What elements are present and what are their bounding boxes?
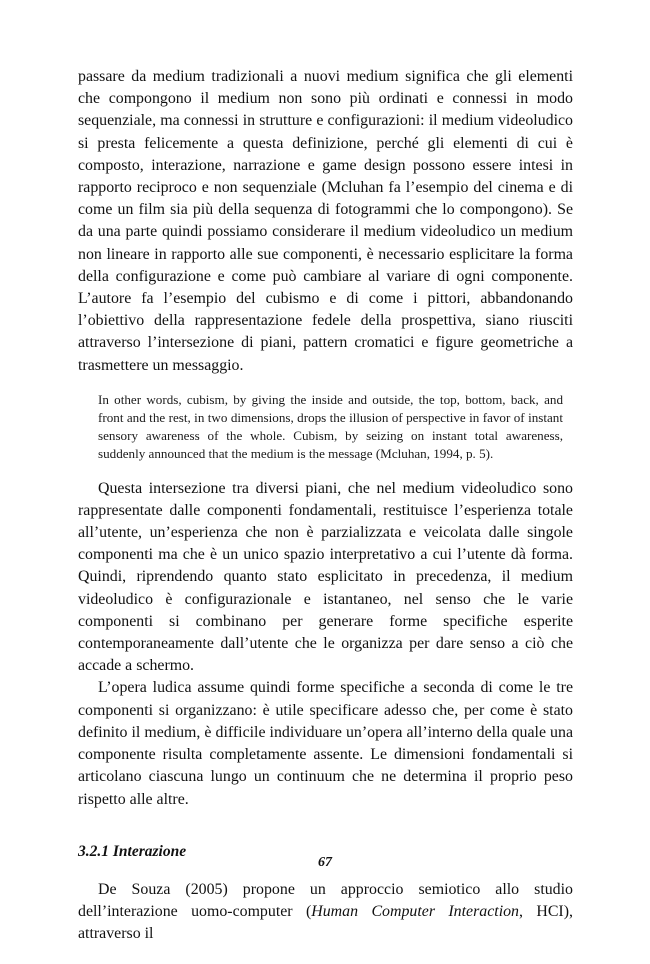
body-text-middle — [78, 478, 573, 811]
italic-term: Human Computer Interaction — [311, 902, 519, 920]
body-text-bottom — [78, 879, 573, 946]
body-text — [78, 66, 573, 377]
section-heading: 3.2.1 Interazione — [78, 842, 187, 860]
section-spacer — [78, 811, 573, 841]
page-number: 67 — [318, 855, 332, 870]
page-content — [78, 66, 573, 945]
paragraph-continued: passare da medium tradizionali a nuovi medium significa che gli elementi che compongono il medium non sono più ordinati e connessi in modo sequenziale, ma connessi in strutture e configurazioni: il medium videoludico si presta felicemente a questa definizione, perché gli elementi di cui è composto, interazione, narrazione e game design possono essere intesi in rapporto reciproco e non sequenziale (Mcluhan fa l’esempio del cinema e di come un film sia più della sequenza di fotogrammi che lo compongono). Se da una parte quindi possiamo considerare il medium videoludico un medium non lineare in rapporto alle sue componenti, è necessario esplicitare la forma della configurazione e come può cambiare al variare di ogni componente. L’autore fa l’esempio del cubismo e di come i pittori, abbandonando l’obiettivo della rappresentazione fedele della prospettiva, siano riusciti attraverso l’intersezione di piani, pattern cromatici e figure geometriche a trasmettere un messaggio. — [78, 68, 573, 374]
paragraph-text: De Souza (2005) propone un approccio semiotico allo studio dell’interazione uomo-computer ( — [78, 880, 573, 920]
paragraph: Questa intersezione tra diversi piani, che nel medium videoludico sono rappresentate dalle componenti fondamentali, restituisce l’esperienza totale all’utente, un’esperienza che non è parzializzata e veicolata dalle singole componenti ma che è un unico spazio interpretativo a cui l’utente dà forma. Quindi, riprendendo quanto stato esplicitato in precedenza, il medium videoludico è configurazionale e istantaneo, nel senso che le varie componenti si combinano per generare forme specifiche esperite contemporaneamente dall’utente che le organizza per dare senso a ciò che accade a schermo. — [78, 479, 573, 675]
paragraph-text-end: , HCI), attraverso il — [78, 902, 573, 943]
paragraph-last — [78, 879, 573, 946]
block-quote: In other words, cubism, by giving the inside and outside, the top, bottom, back, and front and the rest, in two dimensions, drops the illusion of perspective in favor of instant sensory awareness of the whole. Cubism, by seizing on instant total awareness, suddenly announced that the medium is the message (Mcluhan, 1994, p. 5). — [98, 391, 563, 462]
paragraph: L’opera ludica assume quindi forme specifiche a seconda di come le tre componenti si organizzano: è utile specificare adesso che, per come è stato definito il medium, è difficile individuare un’opera all’interno della quale una componente risulta completamente assente. Le dimensioni fondamentali si articolano ciascuna lungo un continuum che ne determina il proprio peso rispetto alle altre. — [78, 679, 573, 808]
